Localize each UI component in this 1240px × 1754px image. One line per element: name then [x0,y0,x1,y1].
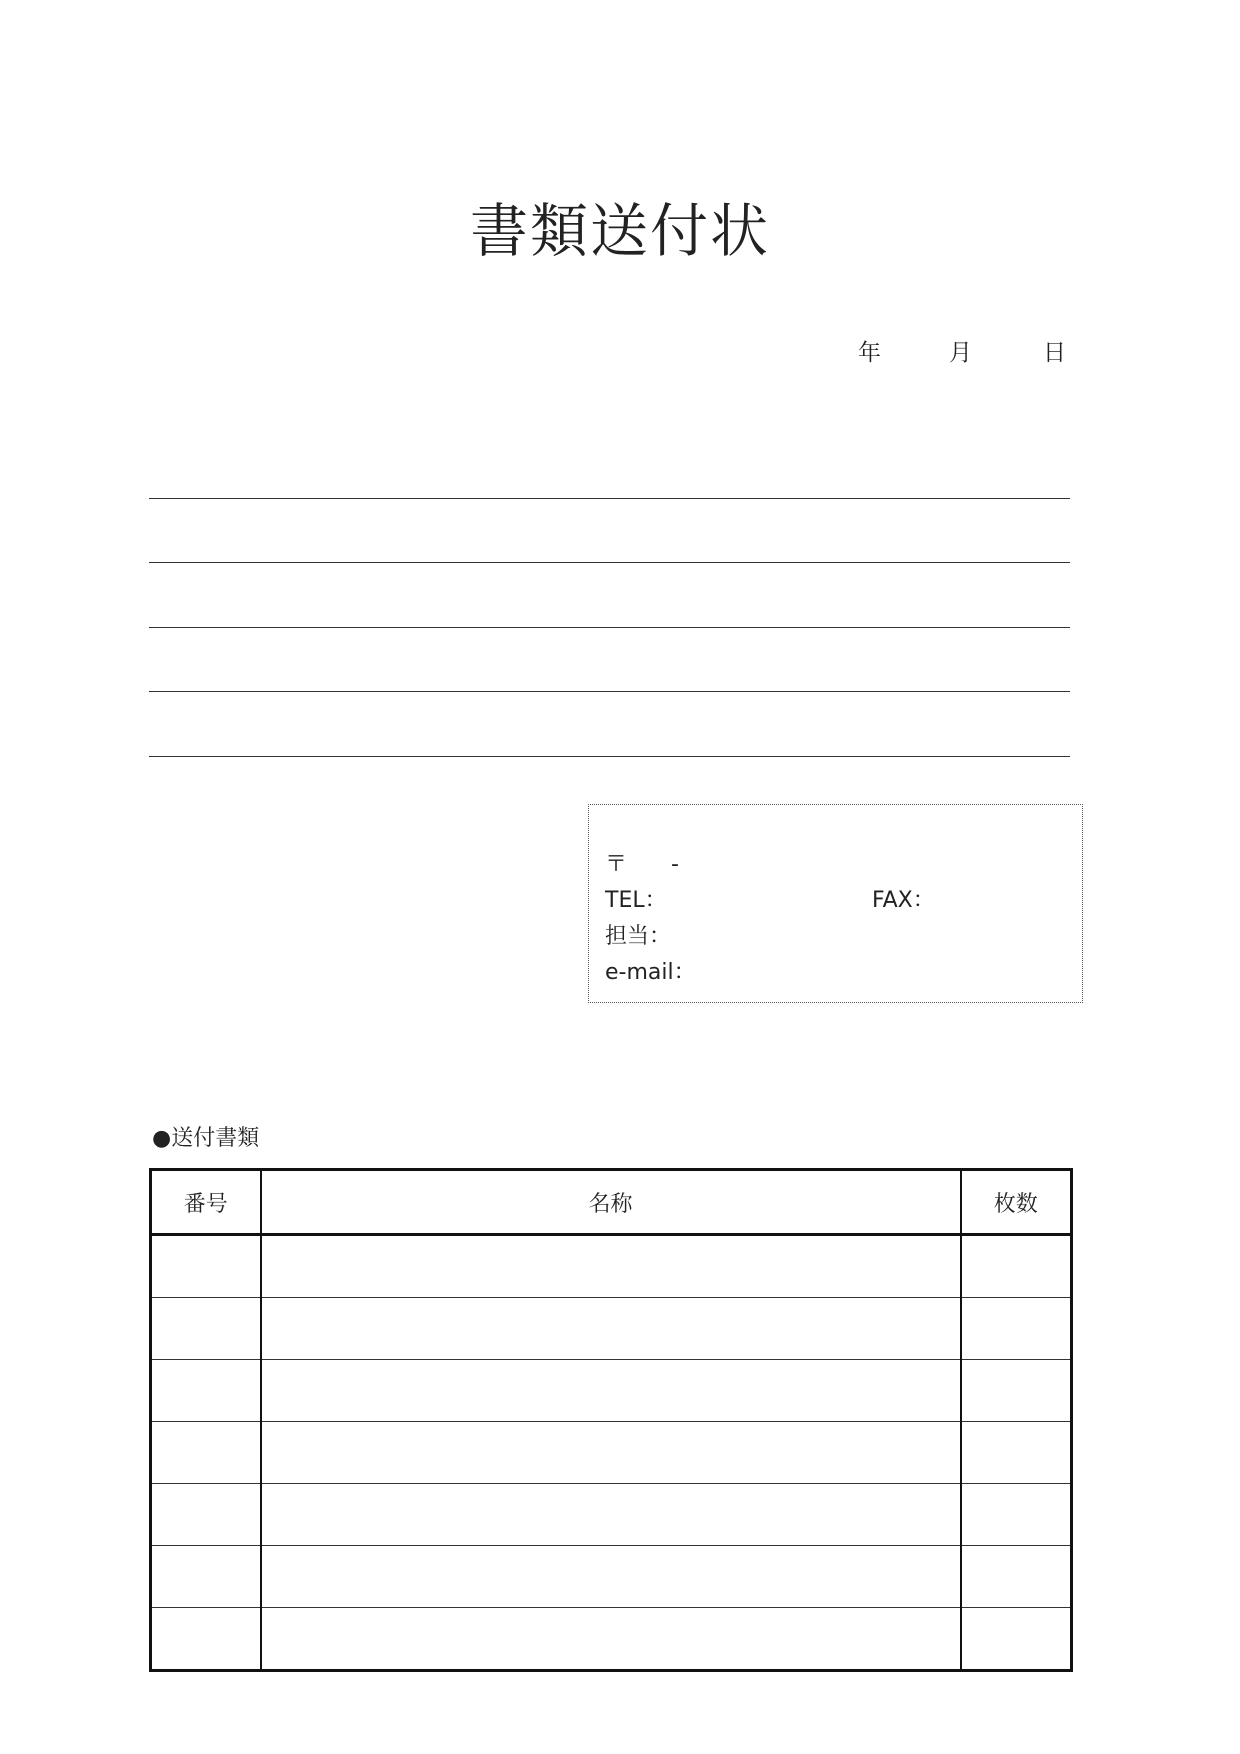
number-cell[interactable] [151,1360,261,1422]
fax-label: FAX： [872,888,935,913]
table-row [151,1608,1072,1671]
count-cell[interactable] [961,1360,1072,1422]
column-header-name: 名称 [261,1170,961,1235]
name-cell[interactable] [261,1360,961,1422]
page-title: 書類送付状 [469,197,770,265]
table-row [151,1298,1072,1360]
date-year-label: 年 [858,340,881,366]
number-cell[interactable] [151,1298,261,1360]
recipient-line[interactable] [149,498,1070,499]
number-cell[interactable] [151,1484,261,1546]
table-row [151,1235,1072,1298]
postal-code-label: 〒 - [605,852,679,877]
column-header-count: 枚数 [961,1170,1072,1235]
enclosed-documents-heading: ●送付書類 [152,1126,260,1151]
table-row [151,1360,1072,1422]
name-cell[interactable] [261,1546,961,1608]
table-header-row [151,1170,1072,1235]
date-day-label: 日 [1043,340,1066,366]
enclosed-documents-table [149,1168,1073,1672]
email-label: e-mail： [605,960,696,985]
number-cell[interactable] [151,1422,261,1484]
tel-label: TEL： [605,888,667,913]
recipient-line[interactable] [149,627,1070,628]
count-cell[interactable] [961,1484,1072,1546]
name-cell[interactable] [261,1298,961,1360]
table-row [151,1484,1072,1546]
count-cell[interactable] [961,1608,1072,1671]
number-cell[interactable] [151,1235,261,1298]
recipient-line[interactable] [149,562,1070,563]
column-header-number: 番号 [151,1170,261,1235]
sender-info-box [588,804,1083,1003]
count-cell[interactable] [961,1298,1072,1360]
date-month-label: 月 [949,340,972,366]
count-cell[interactable] [961,1235,1072,1298]
name-cell[interactable] [261,1484,961,1546]
table-row [151,1546,1072,1608]
recipient-line[interactable] [149,691,1070,692]
table-row [151,1422,1072,1484]
name-cell[interactable] [261,1422,961,1484]
count-cell[interactable] [961,1422,1072,1484]
number-cell[interactable] [151,1608,261,1671]
name-cell[interactable] [261,1235,961,1298]
number-cell[interactable] [151,1546,261,1608]
contact-person-label: 担当： [605,924,672,949]
recipient-line[interactable] [149,756,1070,757]
count-cell[interactable] [961,1546,1072,1608]
name-cell[interactable] [261,1608,961,1671]
